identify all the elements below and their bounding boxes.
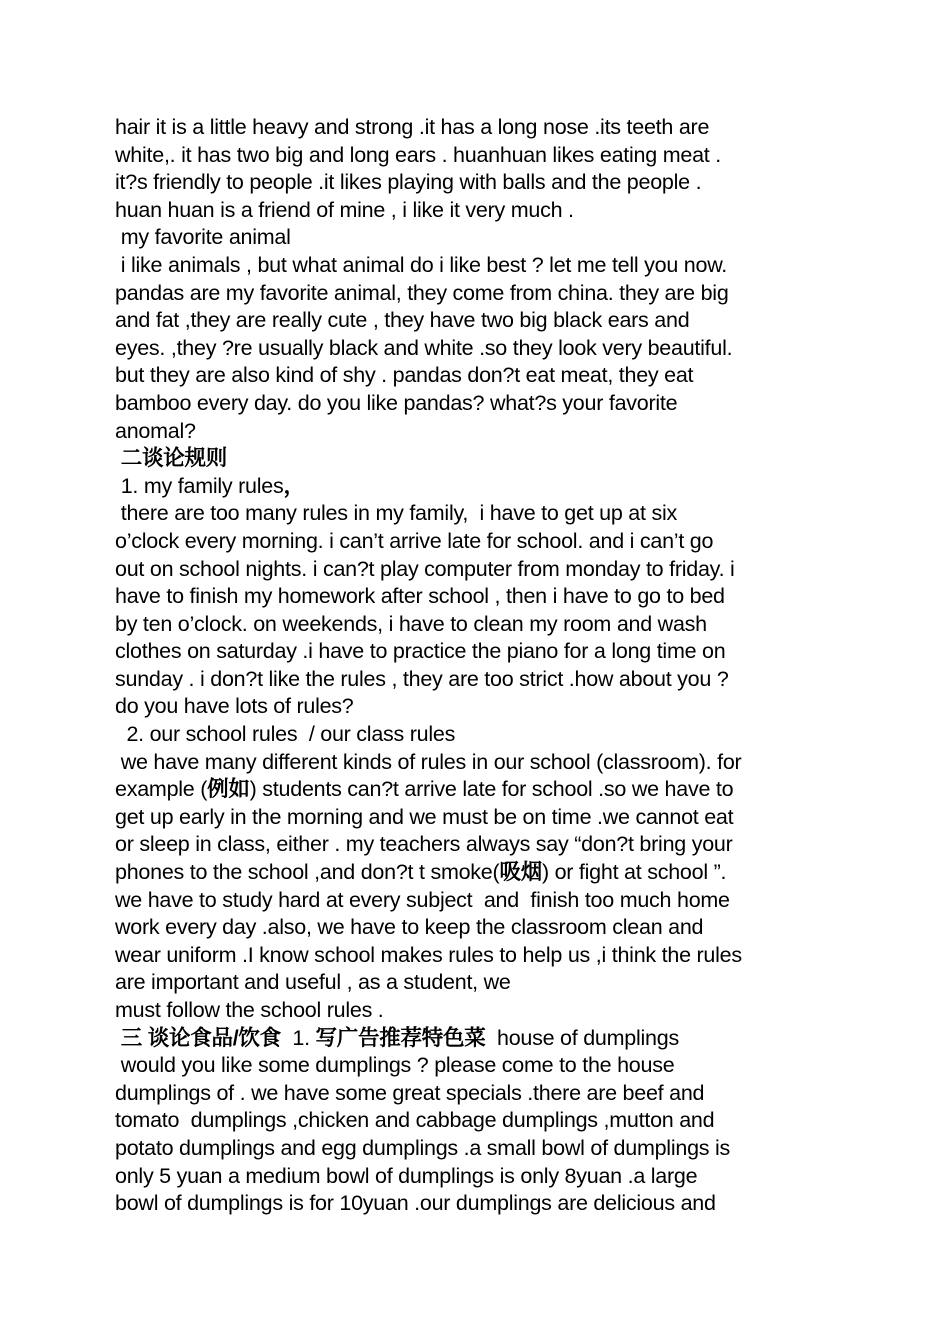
text-segment: sunday . i don?t like the rules , they are too strict .how about you ?: [115, 666, 729, 691]
text-segment: work every day .also, we have to keep the classroom clean and: [115, 915, 704, 940]
text-segment: 1. my family rules: [115, 473, 284, 498]
bold-text-segment: 二谈论规则: [115, 446, 227, 471]
text-segment: must follow the school rules .: [115, 998, 384, 1022]
text-segment: bamboo every day. do you like pandas? what?s your favorite: [115, 390, 678, 415]
text-segment: have to finish my homework after school , then i have to go to bed: [115, 584, 725, 609]
text-line: [115, 307, 845, 335]
text-segment: tomato dumplings ,chicken and cabbage dumplings ,mutton and: [115, 1108, 715, 1133]
text-segment: do you have lots of rules?: [115, 694, 354, 719]
text-line: [115, 169, 845, 197]
text-segment: example (: [115, 777, 208, 802]
text-segment: i like animals , but what animal do i like best ? let me tell you now.: [115, 252, 728, 277]
text-line: [115, 500, 845, 528]
bold-text-segment: 例如: [207, 777, 250, 802]
text-line: [115, 1107, 845, 1135]
text-segment: ) or fight at school ”.: [541, 860, 727, 885]
text-line: [115, 914, 845, 942]
text-line: [115, 473, 845, 501]
text-line: [115, 831, 845, 859]
text-line: [115, 721, 845, 749]
text-line: [115, 997, 845, 1025]
text-segment: ) students can?t arrive late for school .so we have to: [249, 777, 734, 802]
text-line: [115, 197, 845, 225]
text-line: [115, 1052, 845, 1080]
text-segment: bowl of dumplings is for 10yuan .our dumplings are delicious and: [115, 1191, 716, 1216]
text-segment: dumplings of . we have some great specials .there are beef and: [115, 1080, 705, 1105]
text-line: [115, 969, 845, 997]
bold-text-segment: 写广告推荐特色菜: [315, 1025, 486, 1050]
text-line: [115, 749, 845, 777]
text-segment: out on school nights. i can?t play computer from monday to friday. i: [115, 556, 735, 581]
text-segment: there are too many rules in my family, i have to get up at six: [115, 501, 677, 526]
text-line: [115, 556, 845, 584]
text-segment: would you like some dumplings ? please come to the house: [115, 1053, 675, 1078]
text-line: [115, 1080, 845, 1108]
text-segment: white,. it has two big and long ears . huanhuan likes eating meat .: [115, 142, 721, 167]
text-segment: it?s friendly to people .it likes playing with balls and the people .: [115, 170, 702, 195]
text-line: [115, 666, 845, 694]
text-segment: house of dumplings: [485, 1025, 679, 1050]
text-line: [115, 776, 845, 804]
text-line: [115, 859, 845, 887]
text-segment: we have to study hard at every subject and finish too much home: [115, 887, 730, 912]
text-segment: wear uniform .I know school makes rules to help us ,i think the rules: [115, 942, 742, 967]
text-segment: we have many different kinds of rules in our school (classroom). for: [115, 749, 742, 774]
text-line: [115, 335, 845, 363]
text-segment: huan huan is a friend of mine , i like it very much .: [115, 197, 574, 222]
text-segment: anomal?: [115, 418, 196, 443]
text-line: [115, 638, 845, 666]
text-line: [115, 583, 845, 611]
text-segment: hair it is a little heavy and strong .it has a long nose .its teeth are: [115, 115, 710, 139]
text-line: [115, 1163, 845, 1191]
text-segment: or sleep in class, either . my teachers always say “don?t bring your: [115, 832, 733, 857]
text-line: [115, 611, 845, 639]
text-segment: but they are also kind of shy . pandas don?t eat meat, they eat: [115, 363, 694, 388]
text-segment: get up early in the morning and we must be on time .we cannot eat: [115, 804, 734, 829]
text-line: [115, 114, 845, 142]
text-line: [115, 887, 845, 915]
text-segment: pandas are my favorite animal, they come from china. they are big: [115, 280, 729, 305]
text-line: [115, 362, 845, 390]
bold-text-segment: ，: [283, 473, 305, 498]
text-line: [115, 390, 845, 418]
text-line: [115, 252, 845, 280]
text-segment: o’clock every morning. i can’t arrive late for school. and i can’t go: [115, 528, 714, 553]
text-segment: by ten o’clock. on weekends, i have to clean my room and wash: [115, 611, 707, 636]
text-line: [115, 142, 845, 170]
text-line: [115, 528, 845, 556]
text-segment: are important and useful , as a student, we: [115, 970, 511, 995]
text-line: [115, 445, 845, 473]
text-segment: phones to the school ,and don?t t smoke(: [115, 860, 500, 885]
text-segment: potato dumplings and egg dumplings .a small bowl of dumplings is: [115, 1135, 731, 1160]
text-line: [115, 693, 845, 721]
text-segment: 1.: [280, 1025, 316, 1050]
text-segment: only 5 yuan a medium bowl of dumplings is only 8yuan .a large: [115, 1163, 698, 1188]
text-line: [115, 1025, 845, 1053]
text-segment: 2. our school rules / our class rules: [115, 722, 456, 747]
text-line: [115, 418, 845, 446]
text-segment: my favorite animal: [115, 225, 291, 250]
text-segment: and fat ,they are really cute , they have two big black ears and: [115, 308, 690, 333]
text-line: [115, 942, 845, 970]
text-line: [115, 280, 845, 308]
bold-text-segment: 吸烟: [499, 860, 542, 885]
text-segment: eyes. ,they ?re usually black and white .so they look very beautiful.: [115, 335, 733, 360]
text-line: [115, 224, 845, 252]
text-line: [115, 1190, 845, 1218]
text-segment: clothes on saturday .i have to practice the piano for a long time on: [115, 639, 726, 664]
text-line: [115, 1135, 845, 1163]
bold-text-segment: 三 谈论食品/饮食: [115, 1025, 281, 1050]
document-page: [115, 114, 845, 1218]
text-line: [115, 804, 845, 832]
